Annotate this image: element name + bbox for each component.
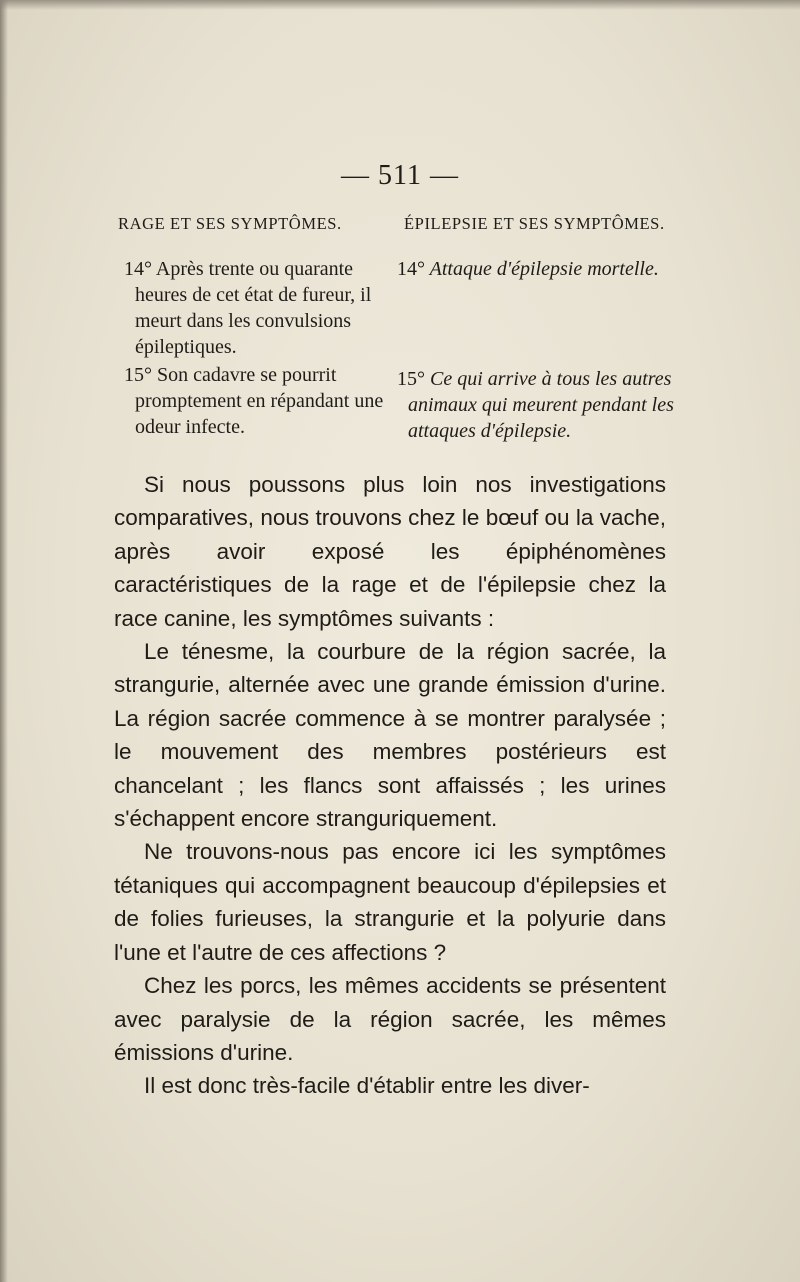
paragraph: Ne trouvons-nous pas encore ici les symptômes tétaniques qui accompagnent beaucoup d'épilepsies et de folies furieuses, la strangurie et la polyurie dans l'une et l'autre de ces affections ? (114, 839, 666, 965)
item-number: 14° (397, 258, 425, 280)
page-number: — 511 — (341, 160, 459, 191)
right-column-item (397, 256, 675, 282)
paragraph: Si nous poussons plus loin nos investigations comparatives, nous trouvons chez le bœuf ou la vache, après avoir exposé les épiphénomènes caractéristiques de la rage et de l'épilepsie chez la race canine, les symptômes suivants : (114, 472, 666, 631)
body-text (114, 468, 666, 1103)
left-column-item (124, 362, 394, 440)
item-number: 15° (397, 368, 425, 390)
item-number: 15° (124, 364, 152, 386)
item-text: Ce qui arrive à tous les autres animaux qui meurent pendant les attaques d'épilepsie. (408, 368, 674, 442)
right-column-heading: ÉPILEPSIE ET SES SYMPTÔMES. (404, 214, 665, 233)
page-left-edge (0, 0, 8, 1282)
left-column-heading: RAGE ET SES SYMPTÔMES. (118, 214, 342, 233)
paragraph: Le ténesme, la courbure de la région sacrée, la strangurie, alternée avec une grande émission d'urine. La région sacrée commence à se montrer paralysée ; le mouvement des membres postérieurs est chancelant ; les flancs sont affaissés ; les urines s'échappent encore stranguriquement. (114, 639, 666, 832)
item-text: Après trente ou quarante heures de cet état de fureur, il meurt dans les convulsions épileptiques. (135, 258, 372, 358)
paragraph: Il est donc très-facile d'établir entre les diver- (144, 1073, 590, 1099)
right-column-item (397, 366, 675, 444)
paragraph: Chez les porcs, les mêmes accidents se présentent avec paralysie de la région sacrée, les mêmes émissions d'urine. (114, 973, 666, 1065)
page-top-edge (0, 0, 800, 10)
item-text: Attaque d'épilepsie mortelle. (429, 258, 659, 280)
left-column-item (124, 256, 394, 360)
item-text: Son cadavre se pourrit promptement en répandant une odeur infecte. (135, 364, 384, 438)
item-number: 14° (124, 258, 152, 280)
